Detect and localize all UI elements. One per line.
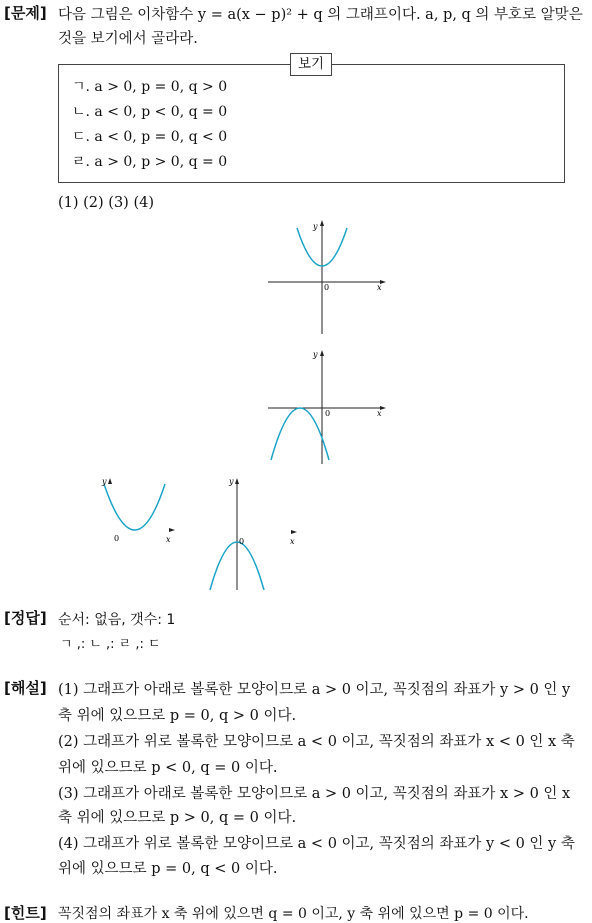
graph-4-y-label: y — [229, 477, 234, 486]
graph-4-origin: 0 — [239, 537, 245, 546]
graph-2-y-label: y — [313, 350, 318, 359]
graph-list: (1) (2) (3) (4) — [58, 195, 154, 211]
graph-4-x-label: x — [290, 537, 295, 546]
problem-line-1: 다음 그림은 이차함수 y = a(x − p)² + q 의 그래프이다. a, p, q 의 부호로 알맞은 — [58, 7, 583, 23]
explanation-line-4: 위에 있으므로 p < 0, q = 0 이다. — [58, 760, 278, 776]
graph-1-y-label: y — [313, 222, 318, 231]
choices-box-title: 보기 — [290, 53, 332, 76]
graph-3 — [98, 472, 183, 547]
graph-2-curve — [271, 408, 329, 460]
explanation-line-6: 축 위에 있으므로 p > 0, q = 0 이다. — [58, 810, 297, 826]
answer-tag: [정답] — [4, 609, 47, 627]
option-2: ㄴ. a < 0, p < 0, q = 0 — [72, 104, 228, 120]
graph-3-origin: 0 — [114, 534, 120, 543]
explanation-line-2: 축 위에 있으므로 p = 0, q > 0 이다. — [58, 708, 297, 724]
graph-1-x-label: x — [377, 283, 382, 292]
hint-tag: [힌트] — [4, 904, 47, 922]
graph-1-origin: 0 — [324, 283, 330, 292]
graph-3-y-label: y — [102, 477, 107, 486]
explanation-line-1: (1) 그래프가 아래로 볼록한 모양이므로 a > 0 이고, 꼭짓점의 좌표가 y > 0 인 y — [58, 682, 571, 698]
option-3: ㄷ. a < 0, p = 0, q < 0 — [72, 129, 228, 145]
explanation-line-7: (4) 그래프가 위로 볼록한 모양이므로 a < 0 이고, 꼭짓점의 좌표가 y < 0 인 y 축 — [58, 836, 575, 852]
option-4: ㄹ. a > 0, p > 0, q = 0 — [72, 154, 228, 170]
graph-2-origin: 0 — [325, 409, 331, 418]
answer-line-1: 순서: 없음, 갯수: 1 — [58, 612, 176, 628]
option-1: ㄱ. a > 0, p = 0, q > 0 — [72, 79, 228, 95]
hint-line: 꼭짓점의 좌표가 x 축 위에 있으면 q = 0 이고, y 축 위에 있으면 p = 0 이다. — [58, 906, 529, 922]
answer-line-2: ㄱ ,: ㄴ ,: ㄹ ,: ㄷ — [60, 637, 161, 652]
graph-3-curve — [104, 484, 165, 530]
graph-4 — [205, 474, 305, 594]
explanation-line-8: 위에 있으므로 p = 0, q < 0 이다. — [58, 861, 278, 877]
graph-2 — [262, 344, 392, 469]
graph-3-x-label: x — [166, 535, 171, 544]
problem-tag: [문제] — [4, 4, 47, 22]
explanation-tag: [해설] — [4, 679, 47, 697]
graph-1 — [262, 218, 392, 338]
problem-line-2: 것을 보기에서 골라라. — [58, 31, 198, 47]
explanation-line-5: (3) 그래프가 아래로 볼록한 모양이므로 a > 0 이고, 꼭짓점의 좌표가 x > 0 인 x — [58, 786, 571, 802]
explanation-line-3: (2) 그래프가 위로 볼록한 모양이므로 a < 0 이고, 꼭짓점의 좌표가 x < 0 인 x 축 — [58, 734, 575, 750]
graph-2-x-label: x — [377, 409, 382, 418]
